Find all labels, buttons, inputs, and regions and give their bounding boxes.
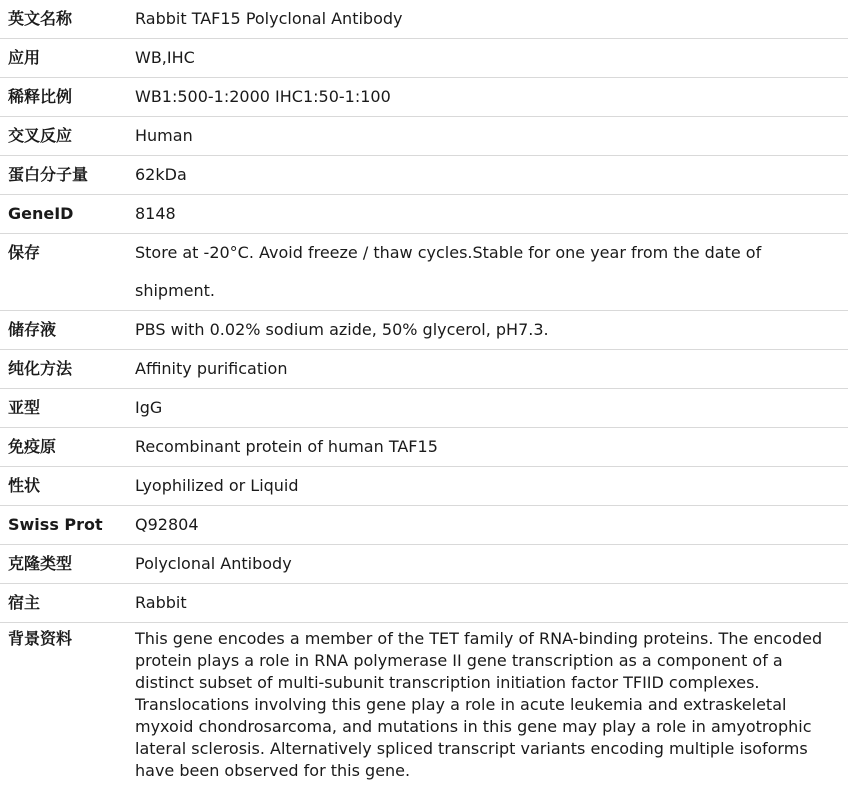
spec-row-isotype: [0, 389, 848, 428]
spec-row-immunogen: [0, 428, 848, 467]
spec-value: WB1:500-1:2000 IHC1:50-1:100: [135, 78, 848, 117]
spec-row-swiss-prot: [0, 506, 848, 545]
spec-label: GeneID: [0, 195, 135, 234]
spec-row-dilution: [0, 78, 848, 117]
spec-row-background: [0, 623, 848, 790]
spec-label: Swiss Prot: [0, 506, 135, 545]
spec-label: 纯化方法: [0, 350, 135, 389]
spec-label: 保存: [0, 234, 135, 311]
spec-label: 免疫原: [0, 428, 135, 467]
spec-row-gene-id: [0, 195, 848, 234]
spec-label: 性状: [0, 467, 135, 506]
spec-value: WB,IHC: [135, 39, 848, 78]
spec-label: 克隆类型: [0, 545, 135, 584]
spec-value: Store at -20°C. Avoid freeze / thaw cycles.Stable for one year from the date of shipment.: [135, 234, 848, 311]
spec-label: 英文名称: [0, 0, 135, 39]
spec-row-form: [0, 467, 848, 506]
spec-value: This gene encodes a member of the TET family of RNA-binding proteins. The encoded protein plays a role in RNA polymerase II gene transcription as a component of a distinct subset of multi-subunit transcription initiation factor TFIID complexes. Translocations involving this gene play a role in acute leukemia and extraskeletal myxoid chondrosarcoma, and mutations in this gene may play a role in amyotrophic lateral sclerosis. Alternatively spliced transcript variants encoding multiple isoforms have been observed for this gene.: [135, 623, 848, 790]
spec-row-buffer: [0, 311, 848, 350]
spec-value: 62kDa: [135, 156, 848, 195]
spec-label: 蛋白分子量: [0, 156, 135, 195]
spec-row-molecular-weight: [0, 156, 848, 195]
spec-label: 宿主: [0, 584, 135, 623]
spec-row-reactivity: [0, 117, 848, 156]
spec-value: Q92804: [135, 506, 848, 545]
spec-row-host: [0, 584, 848, 623]
spec-row-storage: [0, 234, 848, 311]
spec-row-application: [0, 39, 848, 78]
spec-value: Affinity purification: [135, 350, 848, 389]
spec-row-english-name: [0, 0, 848, 39]
spec-value: 8148: [135, 195, 848, 234]
spec-value: Polyclonal Antibody: [135, 545, 848, 584]
spec-value: Recombinant protein of human TAF15: [135, 428, 848, 467]
spec-label: 应用: [0, 39, 135, 78]
spec-row-clonality: [0, 545, 848, 584]
spec-label: 背景资料: [0, 623, 135, 790]
spec-value: Human: [135, 117, 848, 156]
spec-value: PBS with 0.02% sodium azide, 50% glycerol, pH7.3.: [135, 311, 848, 350]
spec-value: Rabbit TAF15 Polyclonal Antibody: [135, 0, 848, 39]
spec-label: 交叉反应: [0, 117, 135, 156]
spec-label: 亚型: [0, 389, 135, 428]
spec-row-purification: [0, 350, 848, 389]
spec-value: IgG: [135, 389, 848, 428]
spec-value: Rabbit: [135, 584, 848, 623]
spec-label: 稀释比例: [0, 78, 135, 117]
spec-value: Lyophilized or Liquid: [135, 467, 848, 506]
spec-label: 储存液: [0, 311, 135, 350]
